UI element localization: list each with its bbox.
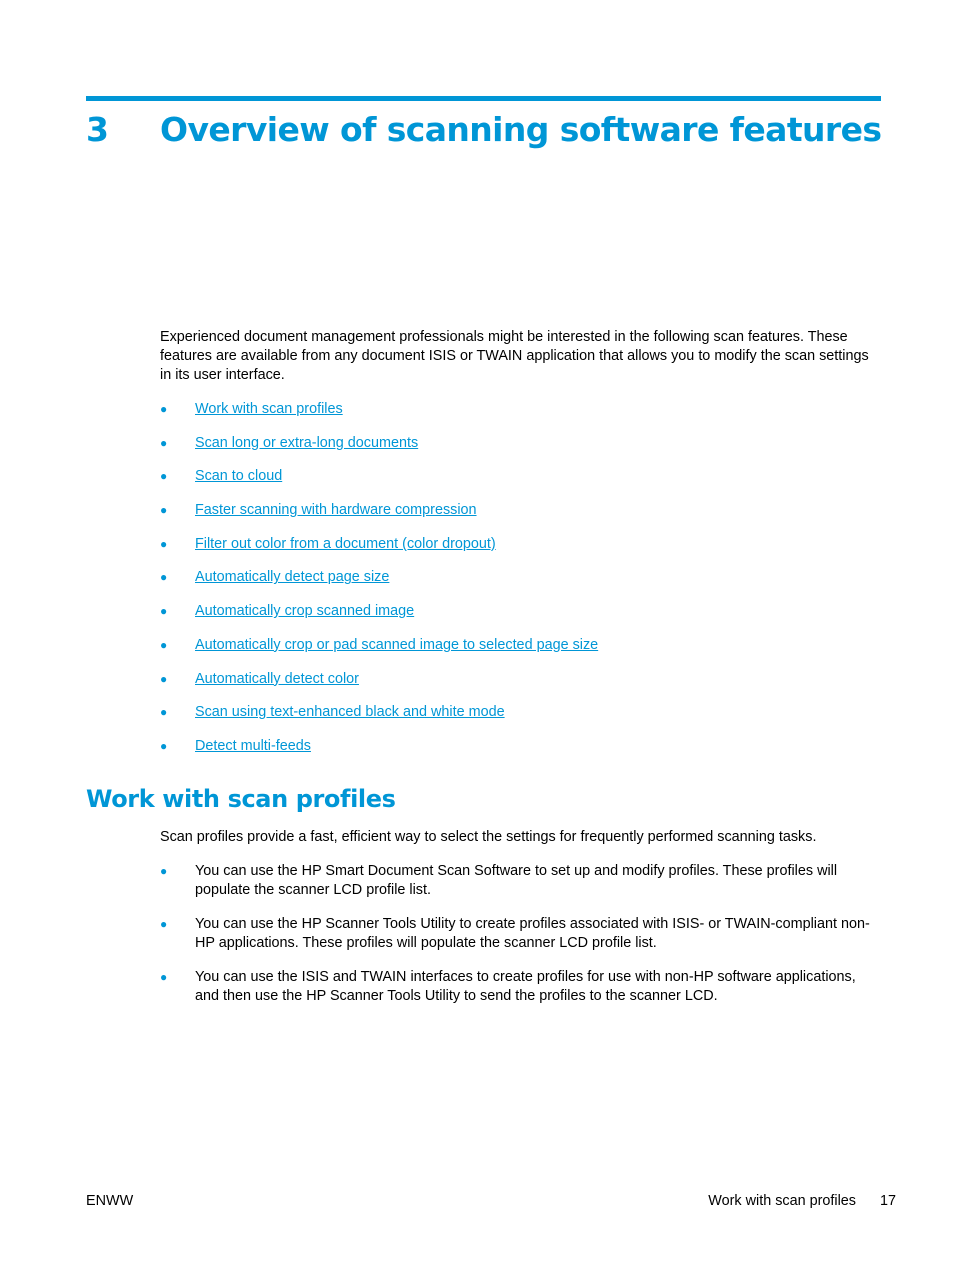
bullet-text: You can use the ISIS and TWAIN interfaces to create profiles for use with non-HP software applications, and then use the HP Scanner Tools Utility to send the profiles to the scanner LCD. [195, 969, 856, 1004]
bullet-icon: ● [160, 536, 168, 551]
feature-link-hardware-compression[interactable]: Faster scanning with hardware compression [195, 502, 477, 519]
feature-link-detect-page-size[interactable]: Automatically detect page size [195, 569, 390, 586]
bullet-text: You can use the HP Smart Document Scan Software to set up and modify profiles. These profiles will populate the scanner LCD profile list. [195, 863, 838, 898]
feature-link-list [160, 400, 882, 771]
feature-link-crop-image[interactable]: Automatically crop scanned image [195, 603, 415, 620]
bullet-icon: ● [160, 604, 168, 619]
list-item [160, 467, 882, 501]
bullet-icon: ● [160, 917, 168, 931]
bullet-icon: ● [160, 435, 168, 450]
feature-link-text-enhanced-bw[interactable]: Scan using text-enhanced black and white mode [195, 704, 505, 721]
bullet-icon: ● [160, 738, 168, 753]
list-item [160, 915, 882, 953]
bullet-icon: ● [160, 864, 168, 878]
list-item [160, 636, 882, 670]
list-item [160, 400, 882, 434]
chapter-number: 3 [86, 110, 109, 149]
footer-section-title: Work with scan profiles [708, 1193, 856, 1209]
bullet-text: You can use the HP Scanner Tools Utility to create profiles associated with ISIS- or TWAIN-compliant non-HP applications. These profiles will populate the scanner LCD profile list. [195, 916, 870, 951]
list-item [160, 862, 882, 900]
bullet-icon: ● [160, 705, 168, 720]
bullet-icon: ● [160, 402, 168, 416]
feature-link-long-documents[interactable]: Scan long or extra-long documents [195, 434, 419, 451]
feature-link-detect-color[interactable]: Automatically detect color [195, 670, 359, 687]
chapter-rule [86, 96, 881, 101]
bullet-icon: ● [160, 469, 168, 484]
feature-link-crop-or-pad[interactable]: Automatically crop or pad scanned image to selected page size [195, 636, 599, 653]
footer-right [708, 1192, 896, 1211]
feature-link-color-dropout[interactable]: Filter out color from a document (color dropout) [195, 535, 496, 552]
feature-link-scan-profiles[interactable]: Work with scan profiles [195, 401, 343, 417]
feature-link-multi-feeds[interactable]: Detect multi-feeds [195, 737, 311, 754]
bullet-icon: ● [160, 570, 168, 585]
bullet-icon: ● [160, 637, 168, 652]
list-item [160, 703, 882, 737]
bullet-icon: ● [160, 503, 168, 518]
list-item [160, 501, 882, 535]
chapter-heading [86, 108, 886, 152]
section-intro-paragraph: Scan profiles provide a fast, efficient way to select the settings for frequently performed scanning tasks. [160, 829, 817, 845]
list-item [160, 602, 882, 636]
bullet-icon: ● [160, 970, 168, 984]
bullet-icon: ● [160, 671, 168, 686]
section-heading: Work with scan profiles [86, 785, 396, 813]
list-item [160, 568, 882, 602]
list-item [160, 968, 882, 1006]
footer-label: ENWW [86, 1193, 134, 1209]
feature-link-scan-to-cloud[interactable]: Scan to cloud [195, 468, 283, 485]
page-number: 17 [879, 1193, 896, 1209]
chapter-title: Overview of scanning software features [160, 110, 882, 149]
list-item [160, 737, 882, 771]
profile-bullet-list [160, 862, 882, 1021]
list-item [160, 434, 882, 468]
list-item [160, 535, 882, 569]
intro-paragraph: Experienced document management professionals might be interested in the following scan features. These features are available from any document ISIS or TWAIN application that allows you to modify the scan settings in its user interface. [160, 329, 869, 383]
list-item [160, 670, 882, 704]
